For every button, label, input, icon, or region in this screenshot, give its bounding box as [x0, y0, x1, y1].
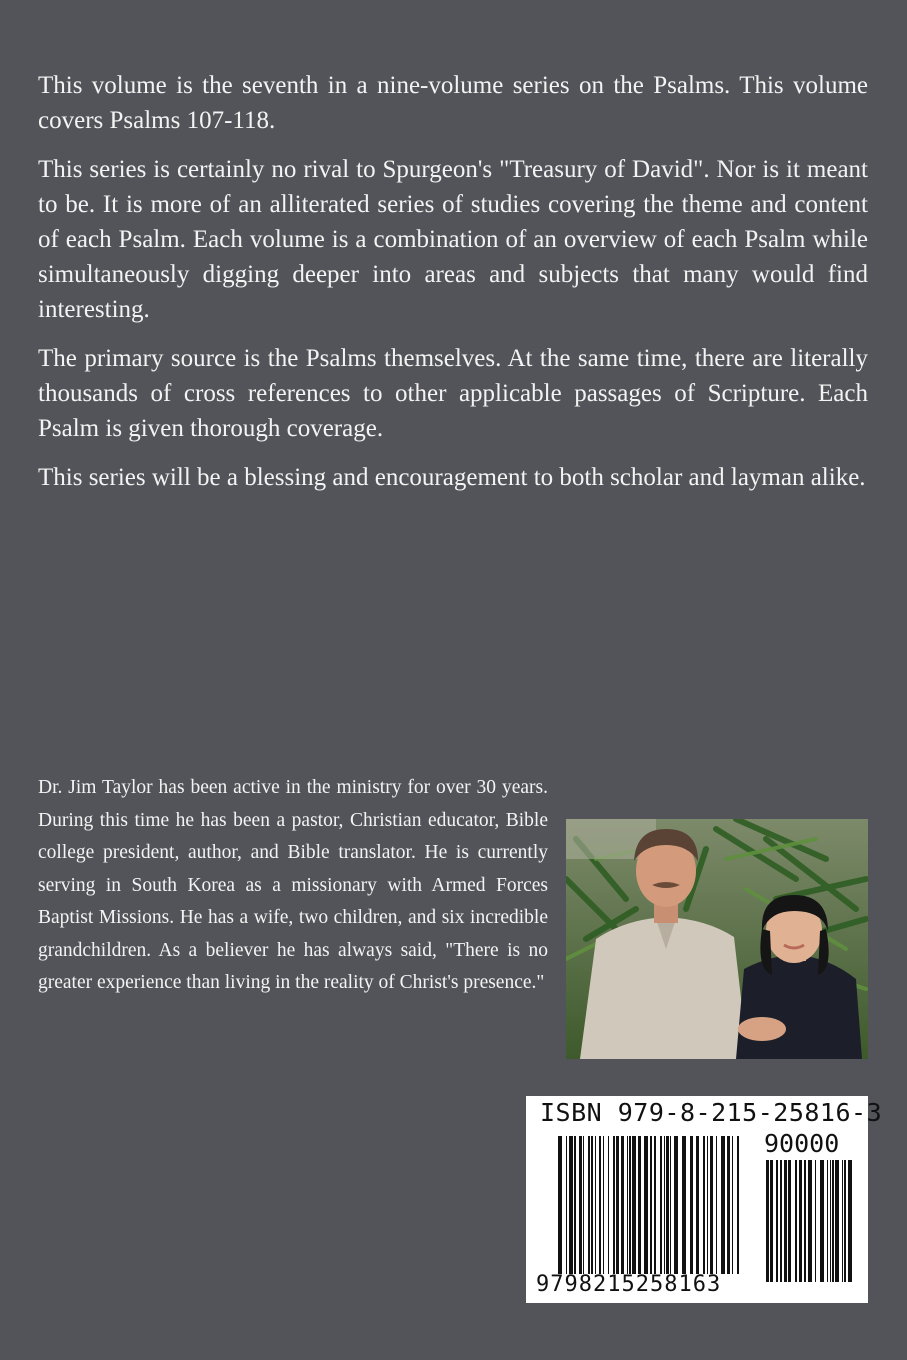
- barcode-bar: [654, 1136, 656, 1274]
- barcode-bar: [696, 1136, 699, 1274]
- barcode-bar: [766, 1160, 769, 1282]
- barcode-bar: [780, 1160, 782, 1282]
- barcode-bar: [815, 1160, 816, 1282]
- barcode-bar: [776, 1160, 778, 1282]
- blurb-paragraph-2: This series is certainly no rival to Spurgeon's "Treasury of David". Nor is it meant to be. It is more of an alliterated series of studies covering the theme and content of each Psalm. Each volume is a combination of an overview of each Psalm while simultaneously digging deeper into areas and subjects that many would find interesting.: [38, 156, 868, 323]
- barcode-bar: [608, 1136, 609, 1274]
- barcode-bar: [613, 1136, 615, 1274]
- author-photo: [566, 819, 868, 1059]
- author-bio: Dr. Jim Taylor has been active in the ministry for over 30 years. During this time he has been a pastor, Christian educator, Bible college president, author, and Bible translator. He is currently serving in South Korea as a missionary with Armed Forces Baptist Missions. He has a wife, two children, and six incredible grandchildren. As a believer he has always said, "There is no greater experience than living in the reality of Christ's presence.": [38, 777, 548, 993]
- barcode-bar: [558, 1136, 562, 1274]
- barcode-bar: [674, 1136, 678, 1274]
- barcode-bar: [664, 1136, 665, 1274]
- blurb-paragraph-3: The primary source is the Psalms themselves. At the same time, there are literally thousands of cross references to other applicable passages of Scripture. Each Psalm is given thorough coverage.: [38, 345, 868, 442]
- barcode-bar: [844, 1160, 846, 1282]
- barcode-bar: [670, 1136, 671, 1274]
- barcode-bar: [827, 1160, 828, 1282]
- barcode-bar: [848, 1160, 852, 1282]
- barcode-bar: [784, 1160, 787, 1282]
- barcode-bar: [632, 1136, 636, 1274]
- barcode-bar: [770, 1160, 773, 1282]
- barcode-bar: [569, 1136, 573, 1274]
- barcode-bar: [644, 1136, 648, 1274]
- barcode-bar: [799, 1160, 802, 1282]
- isbn-barcode: [526, 1096, 883, 1303]
- barcode-bar: [574, 1136, 576, 1274]
- barcode-bar: [627, 1136, 628, 1274]
- barcode-bar: [579, 1136, 582, 1274]
- isbn-label: ISBN 979-8-215-25816-3: [540, 1098, 883, 1127]
- barcode-bar: [583, 1136, 584, 1274]
- barcode-addon-code: 90000: [764, 1129, 840, 1158]
- barcode-bar: [595, 1136, 596, 1274]
- barcode-bar: [707, 1136, 708, 1274]
- barcode-bar: [703, 1136, 705, 1274]
- barcode-bar: [830, 1160, 831, 1282]
- barcode-bar: [666, 1136, 669, 1274]
- barcode-bar: [832, 1160, 834, 1282]
- barcode-bar: [629, 1136, 631, 1274]
- barcode-digits: 9798215258163: [536, 1272, 722, 1297]
- barcode-bar: [650, 1136, 652, 1274]
- barcode-bar: [638, 1136, 641, 1274]
- barcode-bar: [603, 1136, 604, 1274]
- barcode-bar: [591, 1136, 593, 1274]
- barcode-bar: [621, 1136, 624, 1274]
- barcode-bar: [716, 1136, 717, 1274]
- barcode-bar: [566, 1136, 567, 1274]
- barcode-bar: [660, 1136, 662, 1274]
- blurb-paragraph-1: This volume is the seventh in a nine-volume series on the Psalms. This volume covers Psalms 107-118.: [38, 72, 868, 134]
- blurb-paragraph-4: This series will be a blessing and encouragement to both scholar and layman alike.: [38, 464, 866, 491]
- barcode-bar: [842, 1160, 843, 1282]
- barcode-bar: [710, 1136, 713, 1274]
- barcode-bar: [732, 1136, 733, 1274]
- barcode-bar: [808, 1160, 812, 1282]
- barcode-bar: [788, 1160, 791, 1282]
- barcode-bar: [737, 1136, 739, 1274]
- barcode-bar: [588, 1136, 590, 1274]
- barcode-bar: [727, 1136, 730, 1274]
- cover-blurb: [38, 68, 868, 509]
- barcode-bar: [616, 1136, 619, 1274]
- barcode-bar: [721, 1136, 725, 1274]
- barcode-bar: [820, 1160, 824, 1282]
- barcode-bar: [599, 1136, 601, 1274]
- barcode-bar: [682, 1136, 686, 1274]
- barcode-bar: [804, 1160, 806, 1282]
- barcode-bar: [835, 1160, 839, 1282]
- barcode-bar: [795, 1160, 797, 1282]
- barcode-bar: [690, 1136, 693, 1274]
